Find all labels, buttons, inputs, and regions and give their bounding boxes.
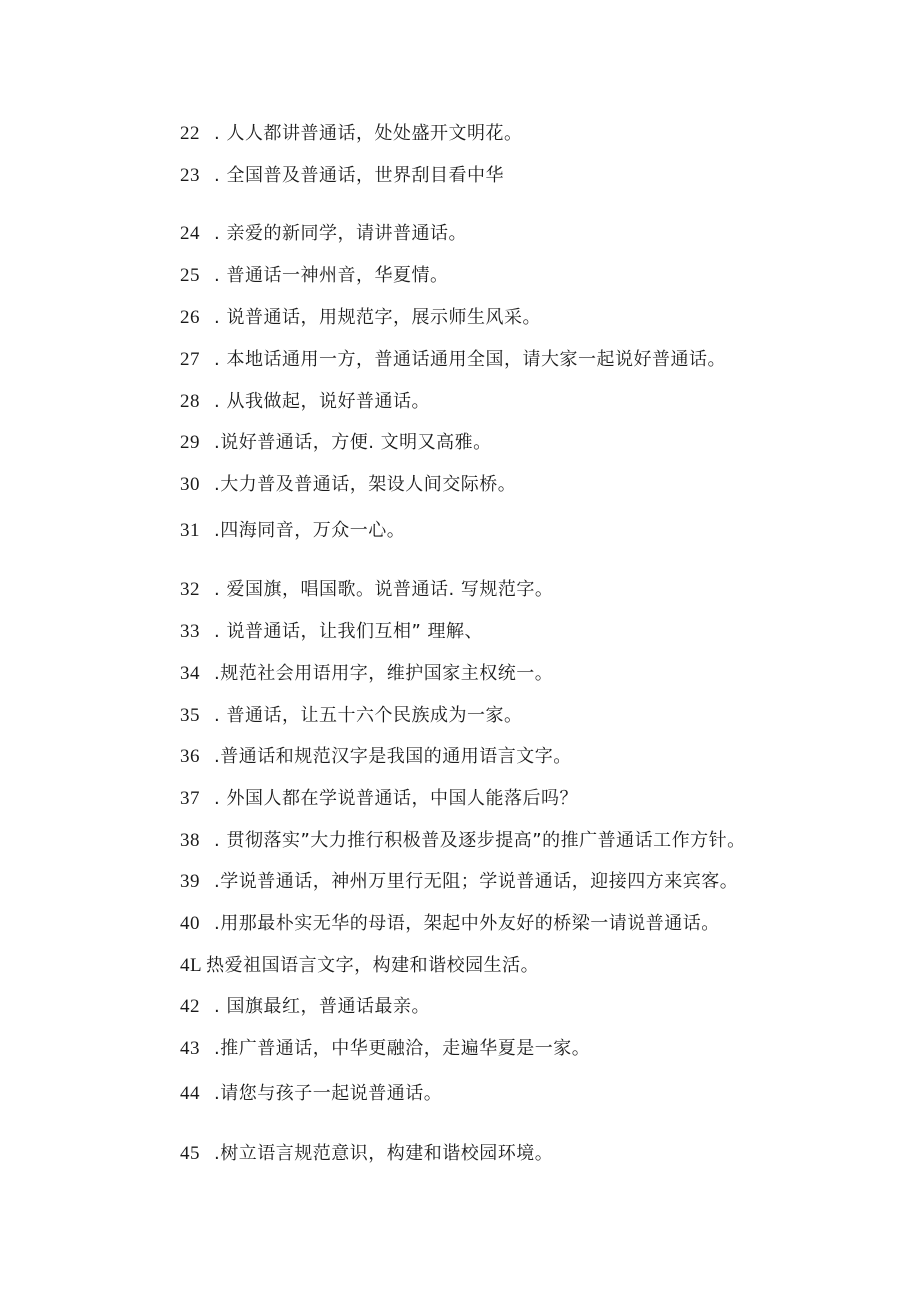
item-number: 35 — [180, 705, 200, 726]
item-number: 29 — [180, 432, 200, 453]
list-item — [180, 306, 541, 330]
list-item — [180, 787, 578, 811]
list-item — [180, 348, 726, 372]
list-item — [180, 473, 516, 497]
item-text: .说好普通话，方便. 文明又高雅。 — [214, 432, 492, 453]
item-text: .普通话和规范汉字是我国的通用语言文字。 — [214, 746, 572, 767]
item-text: . 人人都讲普通话，处处盛开文明花。 — [214, 123, 523, 144]
list-item — [180, 620, 483, 644]
list-item — [180, 164, 504, 188]
item-number: 25 — [180, 265, 200, 286]
item-number: 24 — [180, 223, 200, 244]
item-number: 32 — [180, 579, 200, 600]
item-text: . 亲爱的新同学，请讲普通话。 — [214, 223, 467, 244]
item-number: 27 — [180, 349, 200, 370]
item-number: 23 — [180, 165, 200, 186]
item-text: .大力普及普通话，架设人间交际桥。 — [214, 474, 517, 495]
item-number: 45 — [180, 1143, 200, 1164]
item-number: 33 — [180, 621, 200, 642]
item-text: . 爱国旗，唱国歌。说普通话. 写规范字。 — [214, 579, 554, 600]
list-item — [180, 1037, 590, 1061]
list-item — [180, 519, 405, 543]
item-text: . 说普通话，用规范字，展示师生风采。 — [214, 307, 541, 328]
item-number: 38 — [180, 830, 200, 851]
list-item — [180, 578, 553, 602]
item-text: .推广普通话，中华更融洽，走遍华夏是一家。 — [214, 1038, 591, 1059]
item-text: . 从我做起，说好普通话。 — [214, 391, 430, 412]
item-number: 40 — [180, 913, 200, 934]
list-item — [180, 222, 467, 246]
item-number: 34 — [180, 663, 200, 684]
item-number: 37 — [180, 788, 200, 809]
item-text: . 本地话通用一方，普通话通用全国，请大家一起说好普通话。 — [214, 349, 726, 370]
item-text: . 贯彻落实”大力推行积极普及逐步提高”的推广普通话工作方针。 — [214, 830, 746, 851]
item-number: 43 — [180, 1038, 200, 1059]
item-number: 22 — [180, 123, 200, 144]
item-text: . 全国普及普通话，世界刮目看中华 — [214, 165, 504, 186]
list-item — [180, 954, 539, 978]
item-text: . 说普通话，让我们互相” 理解、 — [214, 621, 483, 642]
list-item — [180, 912, 720, 936]
list-item — [180, 704, 522, 728]
item-text: . 外国人都在学说普通话，中国人能落后吗？ — [214, 788, 578, 809]
list-item — [180, 390, 430, 414]
item-number: 31 — [180, 520, 200, 541]
item-number: 39 — [180, 871, 200, 892]
item-number: 4L — [180, 955, 203, 976]
list-item — [180, 1082, 442, 1106]
item-number: 36 — [180, 746, 200, 767]
list-item — [180, 122, 522, 146]
item-number: 30 — [180, 474, 200, 495]
item-text: 热爱祖国语言文字，构建和谐校园生活。 — [206, 955, 540, 976]
item-text: . 普通话一神州音，华夏情。 — [214, 265, 449, 286]
item-text: .学说普通话，神州万里行无阻；学说普通话，迎接四方来宾客。 — [214, 871, 739, 892]
list-item — [180, 870, 738, 894]
item-text: .四海同音，万众一心。 — [214, 520, 406, 541]
item-text: . 普通话，让五十六个民族成为一家。 — [214, 705, 523, 726]
item-number: 44 — [180, 1083, 200, 1104]
list-item — [180, 745, 572, 769]
list-item — [180, 431, 492, 455]
list-item — [180, 1142, 553, 1166]
item-number: 28 — [180, 391, 200, 412]
item-number: 26 — [180, 307, 200, 328]
item-text: .规范社会用语用字，维护国家主权统一。 — [214, 663, 554, 684]
item-text: . 国旗最红，普通话最亲。 — [214, 996, 430, 1017]
list-item — [180, 264, 448, 288]
list-item — [180, 995, 430, 1019]
item-text: .请您与孩子一起说普通话。 — [214, 1083, 443, 1104]
item-text: .用那最朴实无华的母语，架起中外友好的桥梁一请说普通话。 — [214, 913, 720, 934]
list-item — [180, 829, 746, 853]
list-item — [180, 662, 553, 686]
item-text: .树立语言规范意识，构建和谐校园环境。 — [214, 1143, 554, 1164]
item-number: 42 — [180, 996, 200, 1017]
